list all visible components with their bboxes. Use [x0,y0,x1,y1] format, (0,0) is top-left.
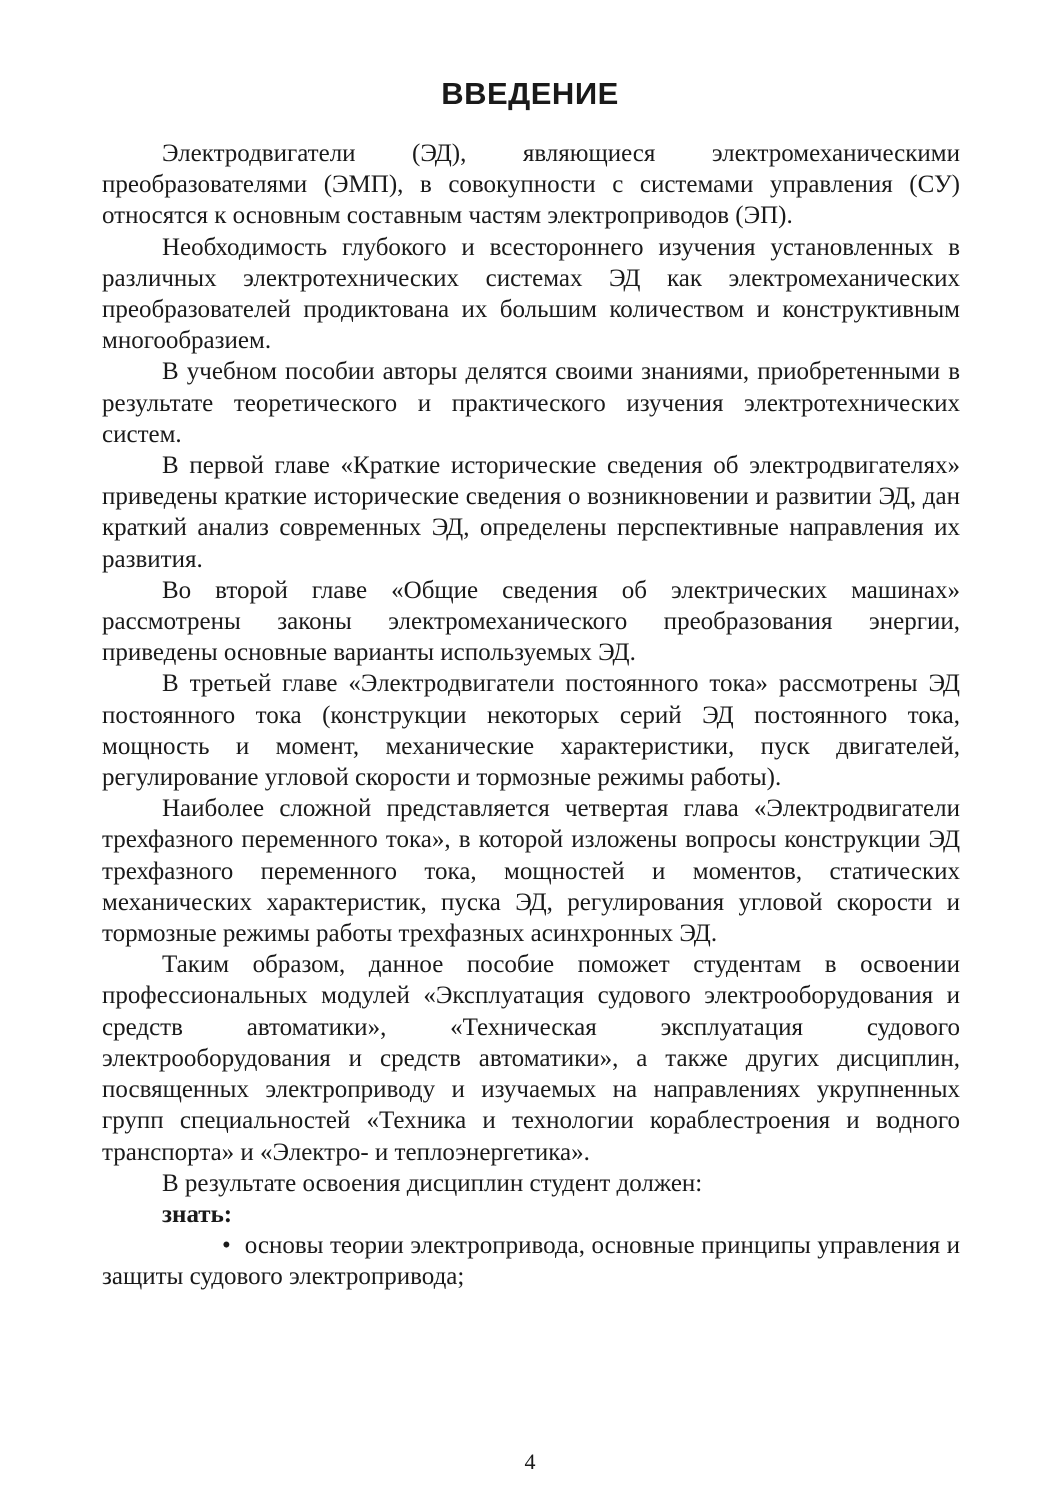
body-text [102,138,960,1293]
paragraph-3: В учебном пособии авторы делятся своими знаниями, приобретенными в результате теоретического и практического изучения электротехнических систем. [102,358,960,448]
paragraph-2: Необходимость глубокого и всестороннего изучения установленных в различных электротехнических системах ЭД как электромеханических преобразователей продиктована их большим количеством и конструктивным многообразием. [102,233,960,355]
paragraph-5: Во второй главе «Общие сведения об электрических машинах» рассмотрены законы электромеханического преобразования энергии, приведены основные варианты используемых ЭД. [102,576,960,667]
paragraph-6: В третьей главе «Электродвигатели постоянного тока» рассмотрены ЭД постоянного тока (конструкции некоторых серий ЭД постоянного тока, мощность и момент, механические характеристики, пуск двигателей, регулирование угловой скорости и тормозные режимы работы). [102,670,960,792]
page-number: 4 [524,1449,536,1474]
bullet-icon: • [222,1232,231,1260]
list-item-text: основы теории электропривода, основные принципы управления и защиты судового электропривода; [102,1232,960,1291]
list-item [102,1230,960,1292]
paragraph-8: Таким образом, данное пособие поможет студентам в освоении профессиональных модулей «Эксплуатация судового электрооборудования и средств автоматики», «Техническая эксплуатация судового электрооборудования и средств автоматики», а также других дисциплин, посвященных электроприводу и изучаемых на направлениях укрупненных групп специальностей «Техника и технологии кораблестроения и водного транспорта» и «Электро- и теплоэнергетика». [102,951,960,1166]
paragraph-7: Наиболее сложной представляется четвертая глава «Электродвигатели трехфазного переменного тока», в которой изложены вопросы конструкции ЭД трехфазного переменного тока, мощностей и моментов, статических механических характеристик, пуска ЭД, регулирования угловой скорости и тормозные режимы работы трехфазных асинхронных ЭД. [102,795,960,948]
paragraph-9: В результате освоения дисциплин студент должен: [162,1169,703,1197]
know-label: знать: [162,1200,233,1228]
page-title: ВВЕДЕНИЕ [441,76,619,111]
paragraph-4: В первой главе «Краткие исторические сведения об электродвигателях» приведены краткие исторические сведения о возникновении и развитии ЭД, дан краткий анализ современных ЭД, определены перспективные направления их развития. [102,452,960,573]
paragraph-1: Электродвигатели (ЭД), являющиеся электромеханическими преобразователями (ЭМП), в совокупности с системами управления (СУ) относятся к основным составным частям электроприводов (ЭП). [102,140,960,230]
